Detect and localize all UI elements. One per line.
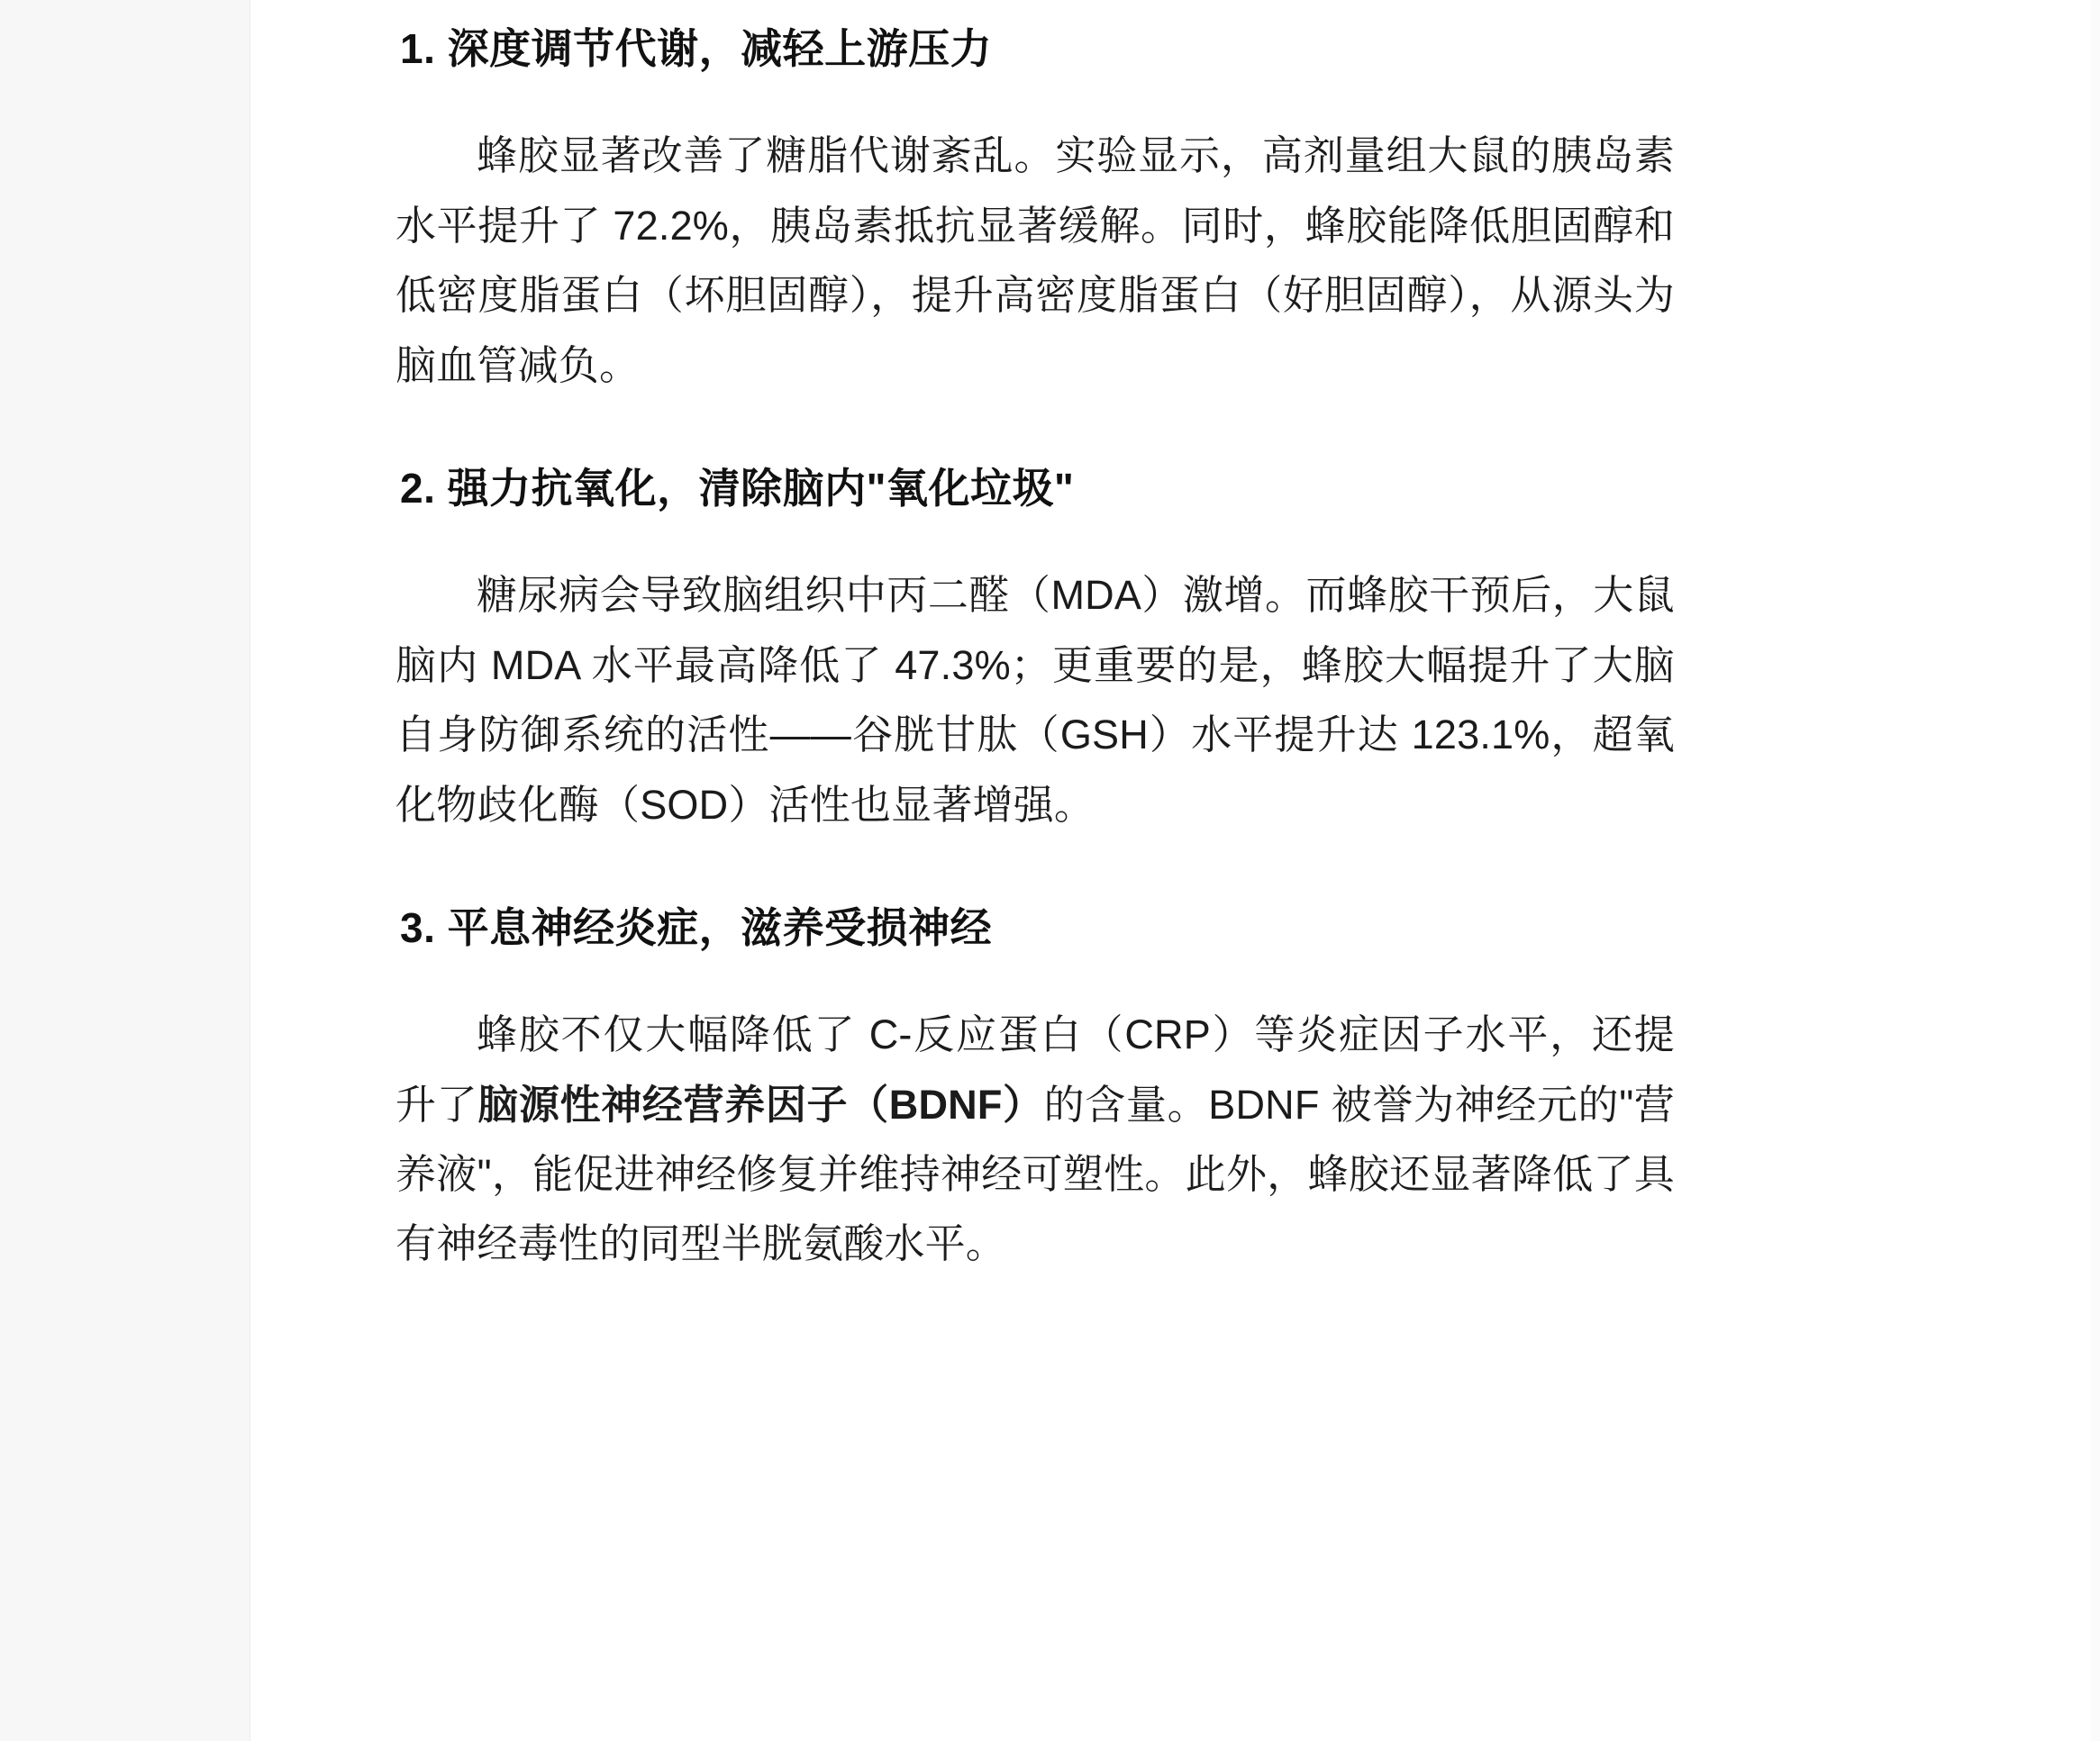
section-3-paragraph-emphasis: 脑源性神经营养因子（BDNF） [477,1081,1044,1128]
section-2 [251,459,1783,899]
section-3 [251,899,1783,1279]
section-3-heading: 3. 平息神经炎症，滋养受损神经 [400,903,993,951]
spacer [251,517,1783,560]
section-1-paragraph: 蜂胶显著改善了糖脂代谢紊乱。实验显示，高剂量组大鼠的胰岛素水平提升了 72.2%，胰岛素抵抗显著缓解。同时，蜂胶能降低胆固醇和低密度脂蛋白（坏胆固醇），提升高密度脂蛋白（好胆固醇），从源头为脑血管减负。 [395,132,1675,388]
page-left-margin [0,0,250,1741]
section-2-paragraph: 糖尿病会导致脑组织中丙二醛（MDA）激增。而蜂胶干预后，大鼠脑内 MDA 水平最高降低了 47.3%；更重要的是，蜂胶大幅提升了大脑自身防御系统的活性——谷胱甘肽（GSH）水平提升达 123.1%，超氧化物歧化酶（SOD）活性也显著增强。 [395,572,1675,828]
section-2-heading: 2. 强力抗氧化，清除脑内"氧化垃圾" [400,464,1075,512]
section-1 [251,0,1783,459]
spacer [251,957,1783,1000]
document-content [251,0,1783,1279]
section-3-paragraph-text-b: 的含量。BDNF 被誉为神经元的"营养液"，能促进神经修复并维持神经可塑性。此外，蜂胶还显著降低了具有神经毒性的同型半胱氨酸水平。 [395,1081,1676,1267]
spacer [251,400,1783,459]
section-3-paragraph [251,1000,1783,1279]
section-1-heading: 1. 深度调节代谢，减轻上游压力 [400,25,993,72]
spacer [251,839,1783,899]
spacer [251,77,1783,121]
section-3-paragraph-text-a: 蜂胶不仅大幅降低了 C-反应蛋白（CRP）等炎症因子水平，还提升了 [395,1011,1675,1128]
page-right-margin [2091,0,2100,1741]
